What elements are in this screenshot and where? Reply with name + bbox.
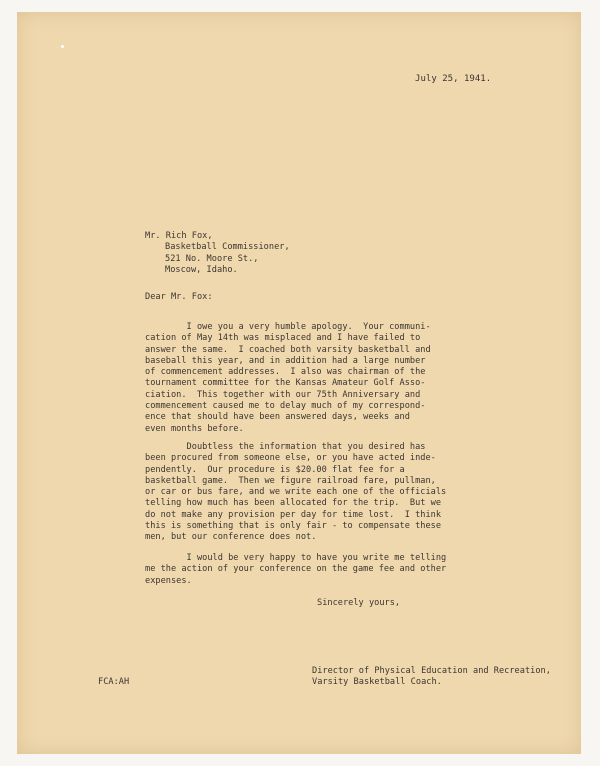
paper-speck: [61, 45, 64, 48]
body-paragraph-1: I owe you a very humble apology. Your communi- cation of May 14th was misplaced and I have failed to answer the same. I coached both varsity basketball and baseball this year, and in addition had a large number of commencement addresses. I also was chairman of the tournament committee for the Kansas Amateur Golf Asso- ciation. This together with our 75th Anniversary and commencement caused me to delay much of my correspond- ence that should have been answered days, weeks and even months before.: [145, 322, 431, 434]
salutation: Dear Mr. Fox:: [145, 292, 213, 302]
recipient-city: Moscow, Idaho.: [165, 264, 238, 275]
closing: Sincerely yours,: [317, 598, 401, 608]
body-paragraph-2: Doubtless the information that you desired has been procured from someone else, or you have acted inde- pendently. Our procedure is $20.00 flat fee for a basketball game. Then we figure railroad fare, pullman, or car or bus fare, and we write each one of the officials telling how much has been allocated for the trip. But we do not make any provision per day for time lost. I think this is something that is only fair - to compensate these men, but our conference does not.: [145, 442, 447, 543]
recipient-address: [145, 231, 290, 276]
body-paragraph-3: I would be very happy to have you write me telling me the action of your conference on the game fee and other expenses.: [145, 553, 447, 586]
signature-block: [312, 666, 551, 689]
signature-title-line-2: Varsity Basketball Coach.: [312, 677, 442, 688]
recipient-name: Mr. Rich Fox,: [145, 231, 213, 241]
letter-date: July 25, 1941.: [415, 74, 492, 84]
reference-initials: FCA:AH: [98, 677, 130, 687]
recipient-street: 521 No. Moore St.,: [165, 253, 259, 264]
signature-title-line-1: Director of Physical Education and Recreation,: [312, 666, 551, 676]
recipient-title: Basketball Commissioner,: [165, 242, 290, 253]
